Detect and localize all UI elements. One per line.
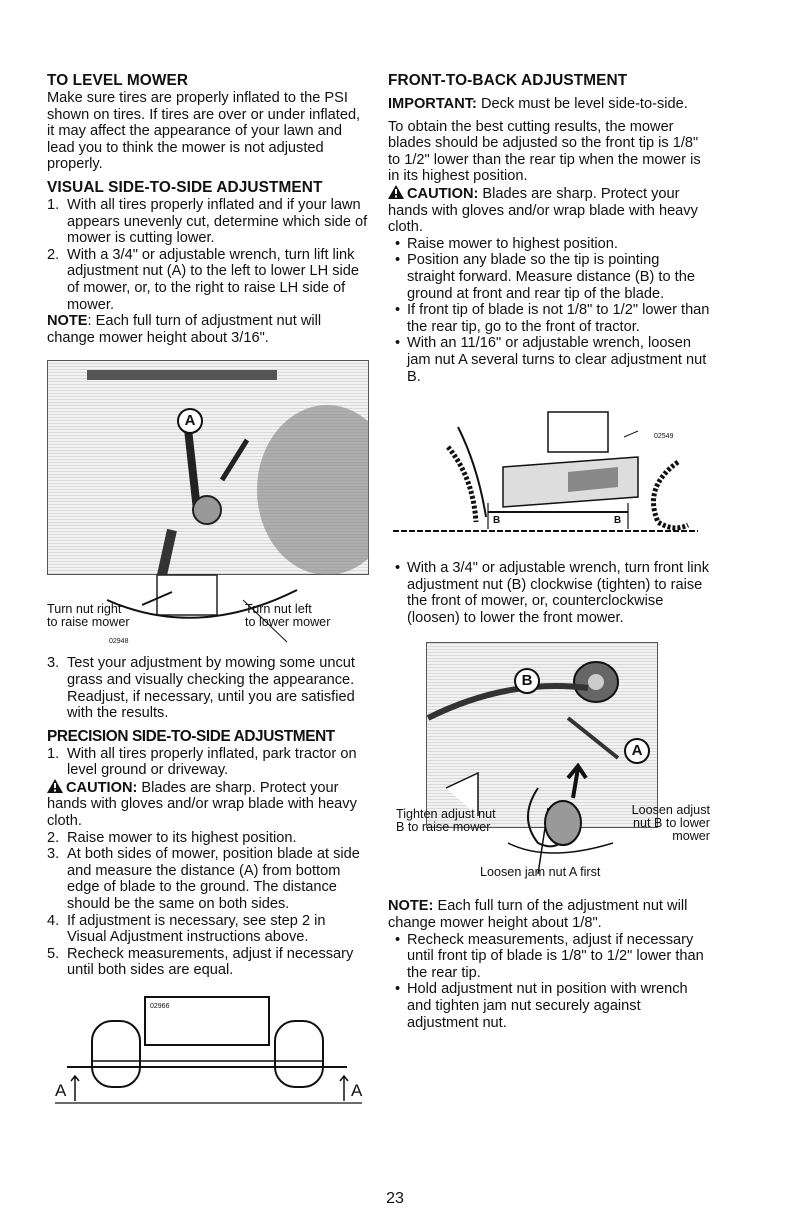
list-item: • Raise mower to highest position. [394, 235, 618, 252]
list-item: 2. Raise mower to its highest position. [47, 829, 297, 846]
left-column [47, 72, 369, 1109]
level-mower-heading: TO LEVEL MOWER [47, 72, 189, 89]
list-item: • Position any blade so the tip is pointing straight forward. Measure distance (B) to the ground at front and rear tip of the blade. [394, 252, 695, 302]
figure-code: 02966 [150, 1003, 170, 1010]
front-to-back-heading: FRONT-TO-BACK ADJUSTMENT [388, 72, 628, 89]
list-item: 4. If adjustment is necessary, see step 2 in Visual Adjustment instructions above. [47, 912, 326, 946]
caption-turn-left: Turn nut left to lower mower [245, 602, 331, 630]
warning-triangle-icon [47, 779, 63, 793]
figure-front-link-nut [388, 638, 710, 896]
important-paragraph: IMPORTANT: Deck must be level side-to-side. [388, 96, 688, 112]
figure-code: 02549 [654, 433, 674, 441]
callout-a: A [624, 738, 650, 764]
figure-code: 02948 [109, 638, 129, 646]
list-item: 3. At both sides of mower, position blade at side and measure the distance (A) from bottom edge of blade to the ground. The distance should be the same on both sides. [47, 846, 360, 913]
page-number: 23 [386, 1190, 404, 1207]
deck-front-illustration [47, 991, 369, 1109]
list-item: 1. With all tires properly inflated and if your lawn appears unevenly cut, determine which side of mower is cutting lower. [47, 196, 368, 247]
warning-triangle-icon [388, 185, 404, 199]
step-3-list [47, 655, 369, 721]
callout-a: A [177, 408, 203, 434]
caption-turn-right: Turn nut right to raise mower [47, 602, 130, 630]
blade-label-b-front: B [493, 515, 501, 527]
figure-deck-front-view [47, 991, 369, 1109]
wrench-bullet [388, 560, 710, 626]
visual-steps-list [47, 197, 369, 313]
visual-adjustment-heading: VISUAL SIDE-TO-SIDE ADJUSTMENT [47, 178, 323, 196]
precision-step-1 [47, 746, 369, 779]
list-item: • Recheck measurements, adjust if necessary until front tip of blade is 1/8" to 1/2" lower than the rear tip. [394, 931, 704, 981]
caption-jam-nut: Loosen jam nut A first [480, 865, 601, 880]
list-item: 2. With a 3/4" or adjustable wrench, turn lift link adjustment nut (A) to the left to lower LH side of mower, or, to the right to raise LH side of mower. [47, 246, 360, 313]
front-to-back-bullets [388, 236, 710, 385]
precision-adjustment-heading: PRECISION SIDE-TO-SIDE ADJUSTMENT [47, 727, 335, 745]
caution-paragraph: CAUTION: Blades are sharp. Protect your hands with gloves and/or wrap blade with heavy cloth. [47, 779, 357, 830]
list-item: • Hold adjustment nut in position with wrench and tighten jam nut securely against adjustment nut. [394, 981, 688, 1031]
list-item: 1. With all tires properly inflated, park tractor on level ground or driveway. [47, 745, 357, 779]
blade-label-b-rear: B [614, 515, 622, 527]
front-link-illustration [388, 638, 710, 896]
list-item: 3. Test your adjustment by mowing some uncut grass and visually checking the appearance. Readjust, if necessary, until you are satisfied with the results. [47, 655, 355, 722]
distance-label-right: A [351, 1081, 363, 1100]
figure-blade-side-view [388, 407, 710, 552]
front-to-back-text: To obtain the best cutting results, the mower blades should be adjusted so the front tip is 1/8" to 1/2" lower than the rear tip when the mower is in its highest position. [388, 118, 701, 185]
figure-lift-link-nut [47, 360, 369, 645]
list-item: • With a 3/4" or adjustable wrench, turn front link adjustment nut (B) clockwise (tighten) to raise the front of mower, or, counterclockwise (loosen) to lower the front mower. [394, 560, 710, 626]
list-item: • With an 11/16" or adjustable wrench, loosen jam nut A several turns to clear adjustment nut B. [394, 335, 707, 385]
caption-loosen-nut: Loosen adjust nut B to lower mower [631, 803, 710, 844]
caution-paragraph: CAUTION: Blades are sharp. Protect your hands with gloves and/or wrap blade with heavy cloth. [388, 185, 698, 236]
list-item: • If front tip of blade is not 1/8" to 1/2" lower than the rear tip, go to the front of tractor. [394, 302, 710, 335]
caption-tighten-nut: Tighten adjust nut B to raise mower [396, 807, 496, 835]
list-item: 5. Recheck measurements, adjust if necessary until both sides are equal. [47, 945, 354, 979]
final-bullets [388, 932, 710, 1032]
distance-label-left: A [55, 1081, 67, 1100]
note-paragraph: NOTE: Each full turn of adjustment nut will change mower height about 3/16". [47, 313, 322, 346]
precision-steps-list [47, 830, 369, 979]
note-paragraph: NOTE: Each full turn of the adjustment nut will change mower height about 1/8". [388, 898, 688, 932]
right-column [388, 72, 710, 1031]
callout-b: B [514, 668, 540, 694]
level-mower-text: Make sure tires are properly inflated to the PSI shown on tires. If tires are over or under inflated, it may affect the appearance of your lawn and lead you to think the mower is not adjusted properly. [47, 90, 361, 173]
